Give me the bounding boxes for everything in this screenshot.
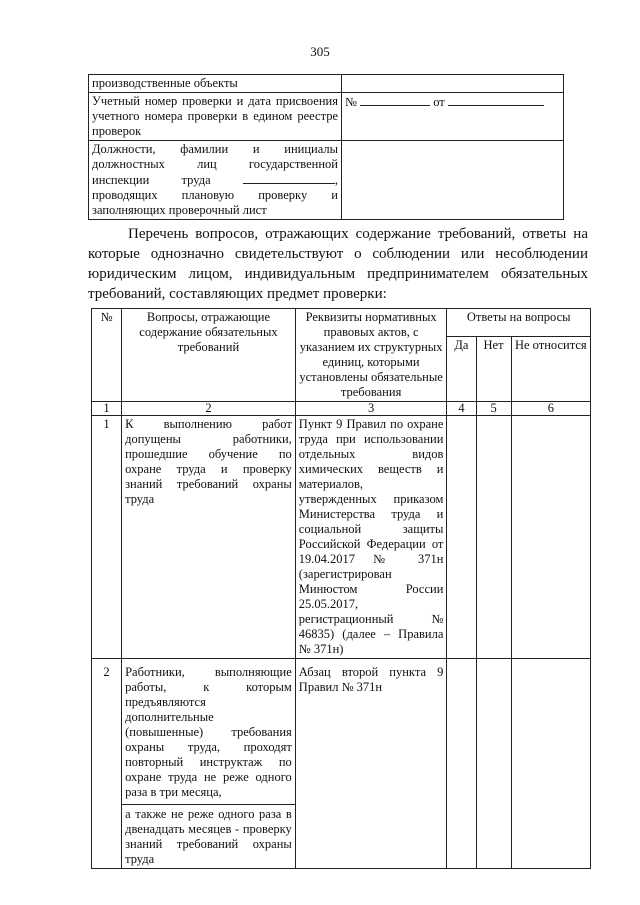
inspectors-label-text: Должности, фамилии и инициалы должностных лиц государственной инспекции труда — [92, 142, 338, 187]
page-number: 305 — [310, 44, 330, 59]
check-number-blank — [360, 94, 430, 106]
answer-na-cell[interactable] — [511, 416, 590, 659]
table-row — [89, 93, 564, 141]
column-numbers-row — [92, 402, 591, 416]
row-number: 1 — [92, 416, 122, 659]
check-number-value — [342, 93, 564, 141]
check-number-label: Учетный номер проверки и дата присвоения учетного номера проверки в едином реестре проверок — [89, 93, 342, 141]
requisites-text: Пункт 9 Правил по охране труда при использовании отдельных видов химических веществ и материалов, утвержденных приказом Министерства труда и социальной защиты Российской Федерации от 19.04.2017 № 371н (зарегистрирован Минюстом России 25.05.2017, регистрационный № 46835) (далее – Правила № 371н) — [295, 416, 447, 659]
intro-paragraph: Перечень вопросов, отражающих содержание требований, ответы на которые однозначно свидетельствуют о соблюдении или несоблюдении юридическим лицом, индивидуальным предпринимателем обязательных требований, составляющих предмет проверки: — [88, 226, 588, 302]
checklist-table — [91, 308, 591, 869]
answer-no-cell[interactable] — [476, 659, 511, 869]
table-row — [89, 75, 564, 93]
col-number: 1 — [92, 402, 122, 416]
row-number: 2 — [92, 659, 122, 869]
production-objects-value — [342, 75, 564, 93]
header-num: № — [92, 309, 122, 402]
inspection-blank — [243, 172, 335, 184]
table-row — [92, 659, 591, 869]
inspection-info-table — [88, 74, 564, 220]
from-label: от — [433, 95, 445, 109]
header-no: Нет — [476, 337, 511, 402]
question-cell — [122, 659, 296, 869]
inspectors-value — [342, 141, 564, 220]
col-number: 2 — [122, 402, 296, 416]
header-yes: Да — [447, 337, 476, 402]
col-number: 4 — [447, 402, 476, 416]
question-text: К выполнению работ допущены работники, прошедшие обучение по охране труда и проверку знаний требований охраны труда — [122, 416, 296, 659]
answer-no-cell[interactable] — [476, 416, 511, 659]
table-row — [92, 416, 591, 659]
inspectors-label — [89, 141, 342, 220]
question-text-continued: а также не реже одного раза в двенадцать месяцев - проверку знаний требований охраны труда — [122, 804, 295, 867]
col-number: 3 — [295, 402, 447, 416]
header-question: Вопросы, отражающие содержание обязательных требований — [122, 309, 296, 402]
table-header-row — [92, 309, 591, 337]
production-objects-label: производственные объекты — [89, 75, 342, 93]
header-requisites: Реквизиты нормативных правовых актов, с указанием их структурных единиц, которыми установлены обязательные требования — [295, 309, 447, 402]
number-sign: № — [345, 95, 357, 109]
header-answers: Ответы на вопросы — [447, 309, 591, 337]
inspectors-label-tail: , проводящих плановую проверку и заполняющих проверочный лист — [92, 173, 338, 217]
answer-yes-cell[interactable] — [447, 416, 476, 659]
col-number: 6 — [511, 402, 590, 416]
answer-na-cell[interactable] — [511, 659, 590, 869]
check-date-blank — [448, 94, 544, 106]
col-number: 5 — [476, 402, 511, 416]
answer-yes-cell[interactable] — [447, 659, 476, 869]
question-text: Работники, выполняющие работы, к которым предъявляются дополнительные (повышенные) требования охраны труда, проходят повторный инструктаж по охране труда не реже одного раза в три месяца, — [125, 665, 292, 799]
table-row — [89, 141, 564, 220]
header-na: Не относится — [511, 337, 590, 402]
requisites-text: Абзац второй пункта 9 Правил № 371н — [295, 659, 447, 869]
